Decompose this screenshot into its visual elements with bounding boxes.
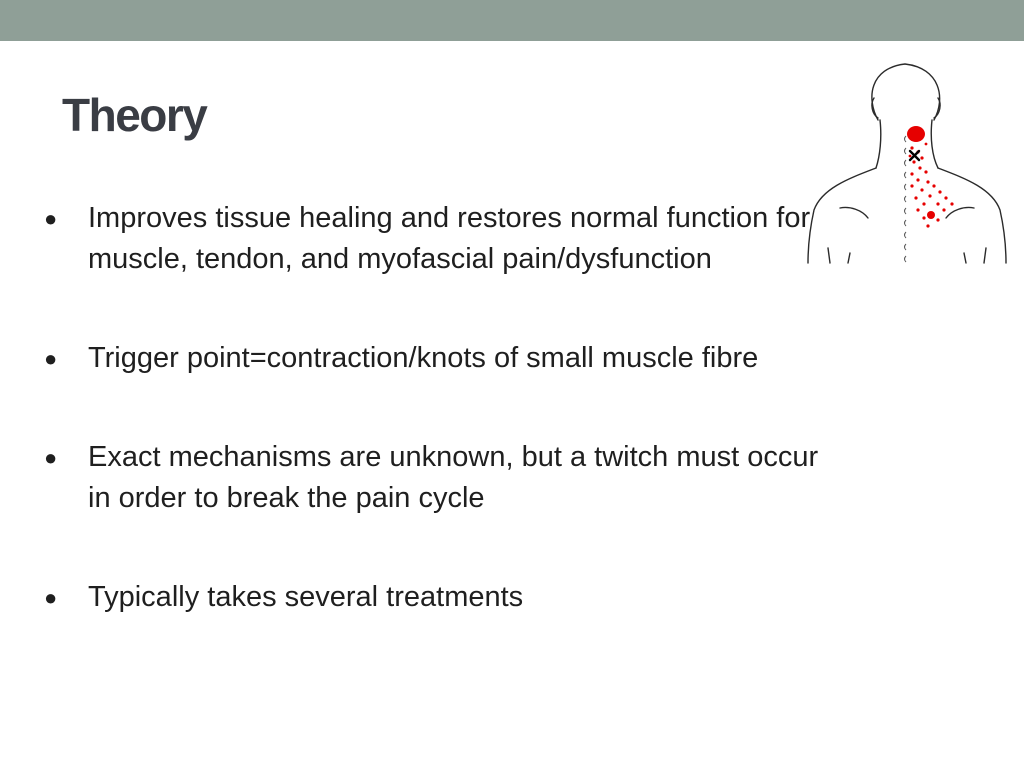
bullet-dot-icon: ● (44, 445, 58, 470)
bullet-item (40, 577, 820, 618)
bullet-dot-icon: ● (44, 206, 58, 231)
bullet-item (40, 437, 820, 519)
bullet-text: Typically takes several treatments (88, 581, 524, 613)
bullet-item (40, 338, 820, 379)
slide-title: Theory (62, 89, 207, 141)
bullet-dot-icon: ● (44, 346, 58, 371)
bullet-item (40, 198, 820, 280)
bullet-text: Trigger point=contraction/knots of small muscle fibre (88, 342, 759, 374)
neck-trigger-point-diagram-icon (800, 58, 1014, 270)
top-accent-band (0, 0, 1024, 41)
bullet-list (40, 198, 820, 618)
bullet-text: Exact mechanisms are unknown, but a twitch must occur in order to break the pain cycle (88, 441, 819, 514)
bullet-text: Improves tissue healing and restores normal function for muscle, tendon, and myofascial pain/dysfunction (88, 202, 811, 275)
bullet-dot-icon: ● (44, 585, 58, 610)
